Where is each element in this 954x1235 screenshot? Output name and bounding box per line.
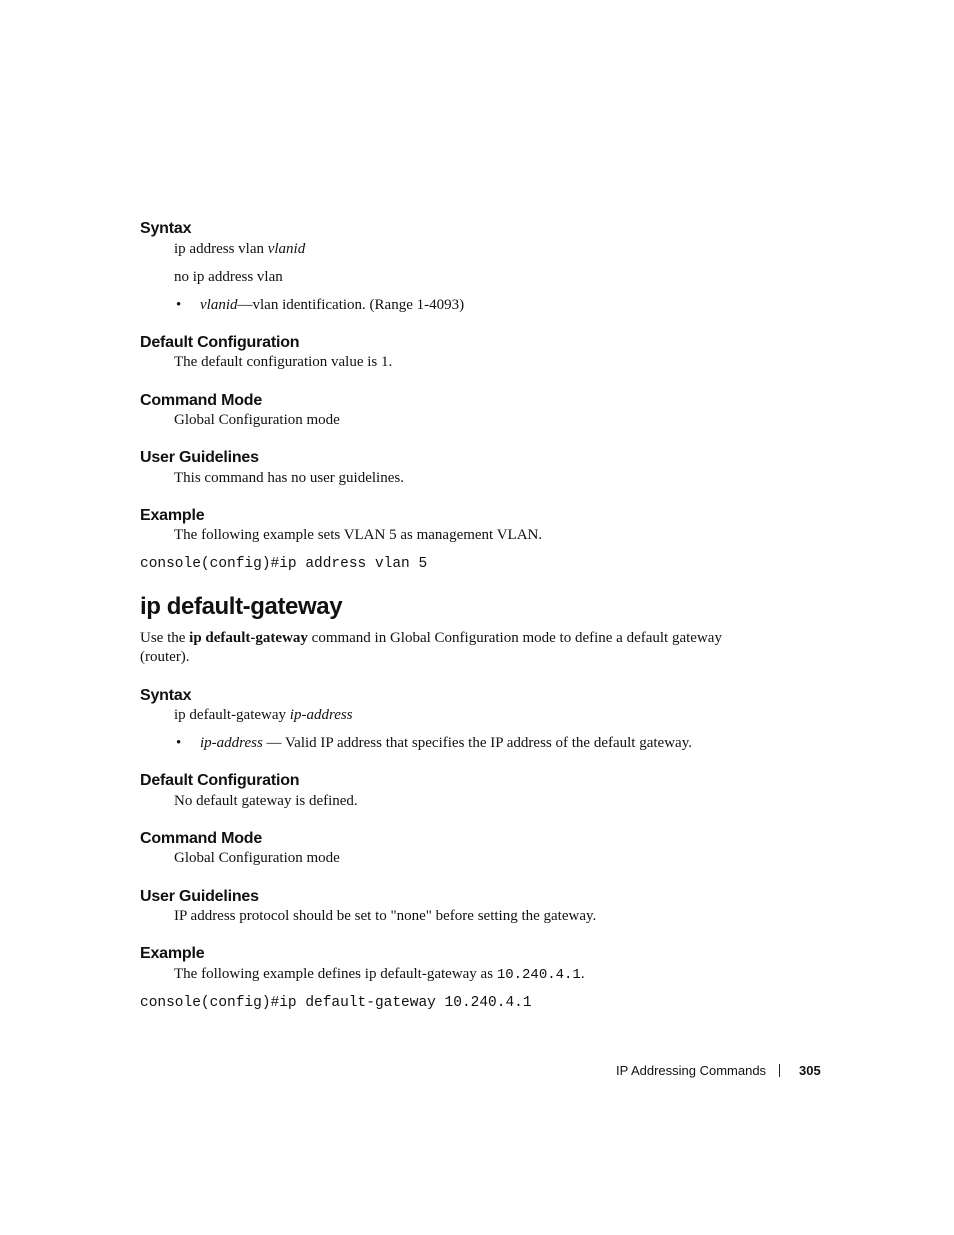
page-number: 305 bbox=[799, 1063, 821, 1078]
parameter-description: —vlan identification. (Range 1-4093) bbox=[237, 297, 465, 313]
syntax-command: ip address vlan bbox=[174, 241, 264, 257]
example-inline-code: 10.240.4.1 bbox=[496, 967, 581, 983]
command-mode-text: Global Configuration mode bbox=[174, 412, 340, 428]
default-configuration-text: The default configuration value is 1. bbox=[174, 354, 393, 370]
footer-separator bbox=[779, 1064, 780, 1077]
bullet-marker: • bbox=[176, 297, 182, 313]
syntax-command: ip default-gateway bbox=[174, 707, 287, 723]
example-heading: Example bbox=[140, 507, 205, 524]
footer-section-title: IP Addressing Commands bbox=[616, 1063, 767, 1078]
user-guidelines-text: IP address protocol should be set to "none" before setting the gateway. bbox=[174, 908, 597, 924]
example-text: The following example sets VLAN 5 as management VLAN. bbox=[174, 527, 543, 543]
intro-line-1 bbox=[140, 630, 722, 647]
syntax-argument: ip-address bbox=[289, 707, 353, 723]
example-code: console(config)#ip default-gateway 10.240.4.1 bbox=[140, 995, 532, 1011]
example-heading: Example bbox=[140, 945, 205, 962]
intro-command: ip default-gateway bbox=[189, 630, 308, 646]
parameter-name: vlanid bbox=[200, 297, 238, 313]
user-guidelines-heading: User Guidelines bbox=[140, 449, 259, 466]
intro-prefix: Use the bbox=[140, 630, 190, 646]
syntax-line bbox=[174, 707, 353, 724]
syntax-heading: Syntax bbox=[140, 220, 192, 237]
syntax-line-2: no ip address vlan bbox=[174, 269, 283, 285]
command-mode-heading: Command Mode bbox=[140, 392, 263, 409]
syntax-heading: Syntax bbox=[140, 687, 192, 704]
command-mode-text: Global Configuration mode bbox=[174, 850, 340, 866]
command-title: ip default-gateway bbox=[140, 593, 343, 620]
intro-line-2: (router). bbox=[140, 649, 190, 665]
intro-suffix: command in Global Configuration mode to define a default gateway bbox=[307, 630, 722, 646]
syntax-argument: vlanid bbox=[267, 241, 306, 257]
example-text-suffix: . bbox=[580, 966, 585, 982]
bullet-marker: • bbox=[176, 735, 182, 751]
parameter-item bbox=[200, 735, 692, 752]
parameter-description: — Valid IP address that specifies the IP address of the default gateway. bbox=[262, 735, 692, 751]
default-configuration-heading: Default Configuration bbox=[140, 772, 300, 789]
parameter-item bbox=[200, 297, 464, 314]
example-code: console(config)#ip address vlan 5 bbox=[140, 556, 428, 572]
example-text bbox=[174, 966, 585, 983]
example-text-prefix: The following example defines ip default-gateway as bbox=[174, 966, 497, 982]
user-guidelines-heading: User Guidelines bbox=[140, 888, 259, 905]
default-configuration-text: No default gateway is defined. bbox=[174, 793, 358, 809]
syntax-line-1 bbox=[174, 241, 305, 258]
default-configuration-heading: Default Configuration bbox=[140, 334, 300, 351]
command-mode-heading: Command Mode bbox=[140, 830, 263, 847]
user-guidelines-text: This command has no user guidelines. bbox=[174, 470, 404, 486]
parameter-name: ip-address bbox=[200, 735, 263, 751]
